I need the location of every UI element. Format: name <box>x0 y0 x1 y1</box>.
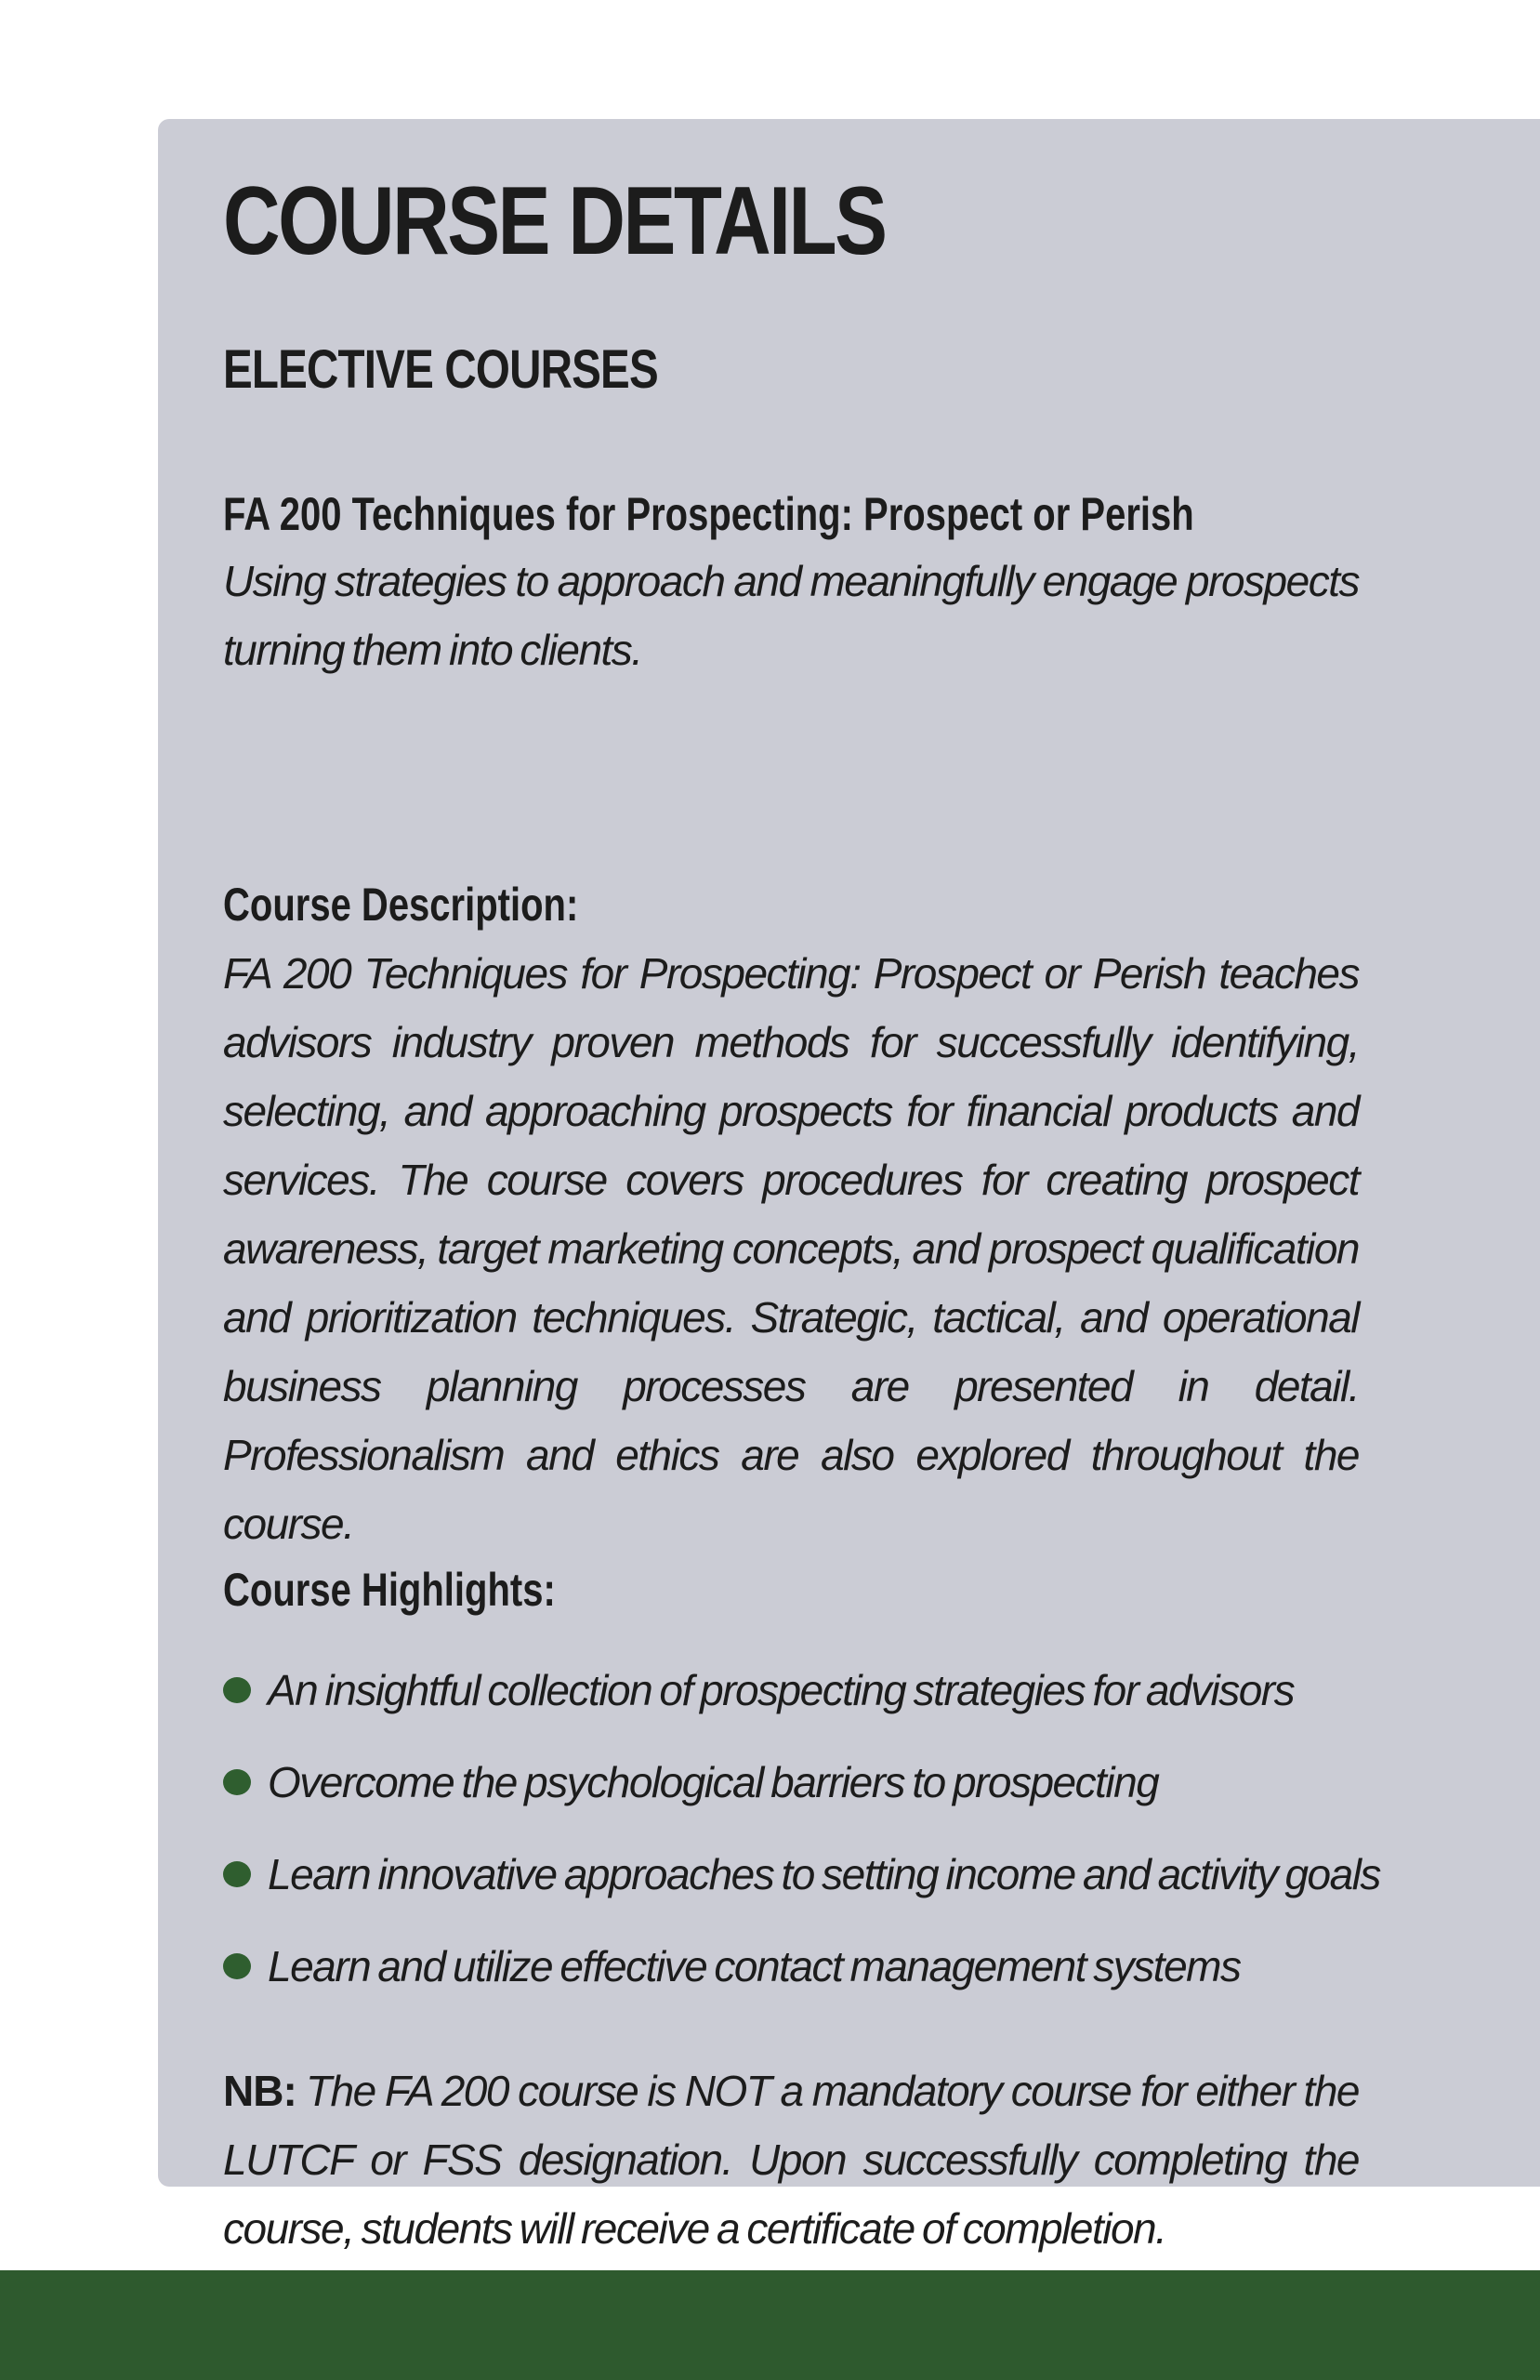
list-item <box>223 1920 1359 2012</box>
list-item <box>223 1644 1359 1736</box>
course-description: FA 200 Techniques for Prospecting: Prospect or Perish teaches advisors industry proven methods for successfully identifying, selecting, and approaching prospects for financial products and services. The course covers procedures for creating prospect awareness, target marketing concepts, and prospect qualification and prioritization techniques. Strategic, tactical, and operational business planning processes are presented in detail. Professionalism and ethics are also explored throughout the course. <box>223 949 1359 1548</box>
highlight-text: Learn innovative approaches to setting income and activity goals <box>268 1849 1380 1898</box>
bullet-icon <box>223 1769 251 1795</box>
course-details-panel <box>158 119 1540 2253</box>
note-label: NB: <box>223 2067 296 2115</box>
note-text: The FA 200 course is NOT a mandatory course for either the LUTCF or FSS designation. Upon successfully completing the course, students will receive a certificate of completion. <box>223 2067 1359 2253</box>
bullet-icon <box>223 1953 251 1979</box>
bullet-icon <box>223 1677 251 1703</box>
course-name: FA 200 Techniques for Prospecting: Prospect or Perish <box>223 488 1194 540</box>
highlight-text: An insightful collection of prospecting strategies for advisors <box>268 1665 1295 1714</box>
highlight-text: Overcome the psychological barriers to prospecting <box>268 1757 1159 1806</box>
list-item <box>223 1736 1359 1828</box>
highlights-list <box>223 1644 1380 2012</box>
highlights-label: Course Highlights: <box>223 1564 556 1616</box>
course-note <box>223 2056 1359 2263</box>
footer-bar <box>0 2270 1540 2380</box>
section-heading: ELECTIVE COURSES <box>223 339 658 400</box>
highlight-text: Learn and utilize effective contact management systems <box>268 1941 1241 1990</box>
list-item <box>223 1828 1380 1920</box>
course-tagline: Using strategies to approach and meaningfully engage prospects turning them into clients. <box>223 557 1359 674</box>
page-title: COURSE DETAILS <box>223 167 886 275</box>
description-label: Course Description: <box>223 879 579 931</box>
bullet-icon <box>223 1861 251 1887</box>
